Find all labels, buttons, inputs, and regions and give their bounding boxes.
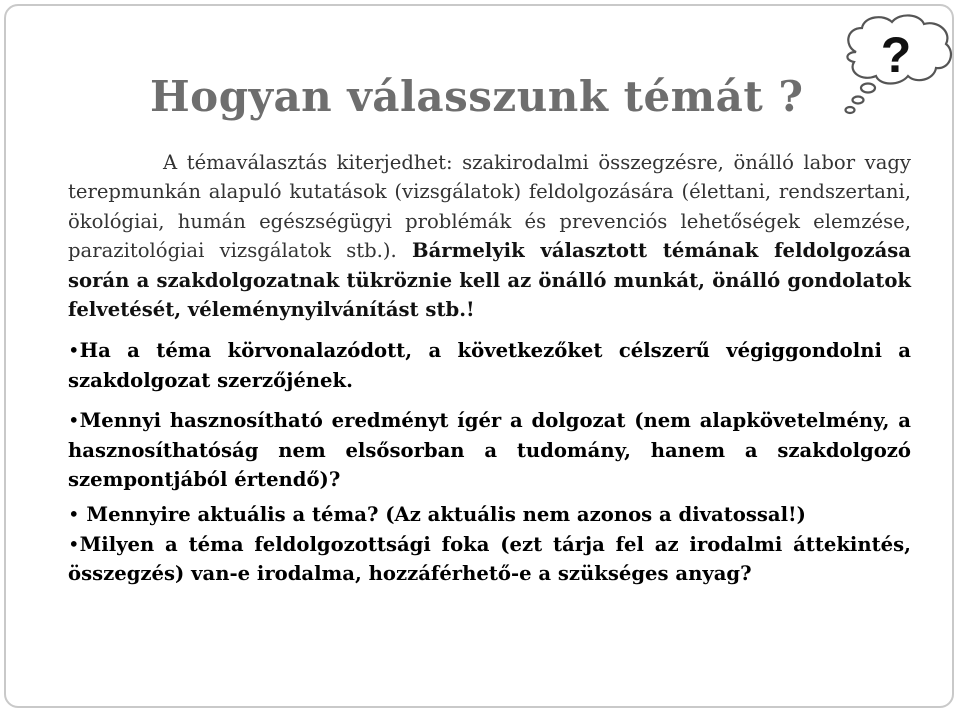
slide [4,4,954,708]
bullet-item [68,336,911,395]
slide-body [68,148,911,589]
slide-title: Hogyan válasszunk témát ? [150,72,804,121]
bullet-item [68,500,911,529]
thought-bubble-question-icon [834,12,958,122]
bullet-text: Mennyi hasznosítható eredményt ígér a dolgozat (nem alapkövetelmény, a hasznosíthatóság nem elsősorban a tudomány, hanem a szakdolgozó szempontjából értendő)? [68,409,911,492]
bullet-dot: • [68,503,80,527]
bullet-item [68,530,911,589]
bullet-text: Ha a téma körvonalazódott, a következőket célszerű végiggondolni a szakdolgozat szerzőjének. [68,339,911,392]
bullet-dot: • [68,409,80,433]
bullet-text: Mennyire aktuális a téma? (Az aktuális nem azonos a divatossal!) [86,503,806,527]
bullet-dot: • [68,532,80,556]
intro-emphasis: Bármelyik választott témának feldolgozása során a szakdolgozatnak tükröznie kell az önálló munkát, önálló gondolatok felvetését, véleménynyilvánítást stb.! [68,239,911,322]
question-mark-text: ? [880,27,912,83]
intro-text: A témaválasztás kiterjedhet: szakirodalmi összegzésre, önálló labor vagy terepmunkán alapuló kutatások (vizsgálatok) feldolgozására (élettani, rendszertani, ökológiai, humán egészségügyi problémák és prevenciós lehetőségek elemzése, parazitológiai vizsgálatok stb.). [68,151,911,263]
intro-paragraph [68,148,911,324]
bullet-text: Milyen a téma feldolgozottsági foka (ezt tárja fel az irodalmi áttekintés, összegzés) van-e irodalma, hozzáférhető-e a szükséges anyag? [68,532,911,586]
bullet-dot: • [68,339,80,363]
bullet-item [68,406,911,494]
